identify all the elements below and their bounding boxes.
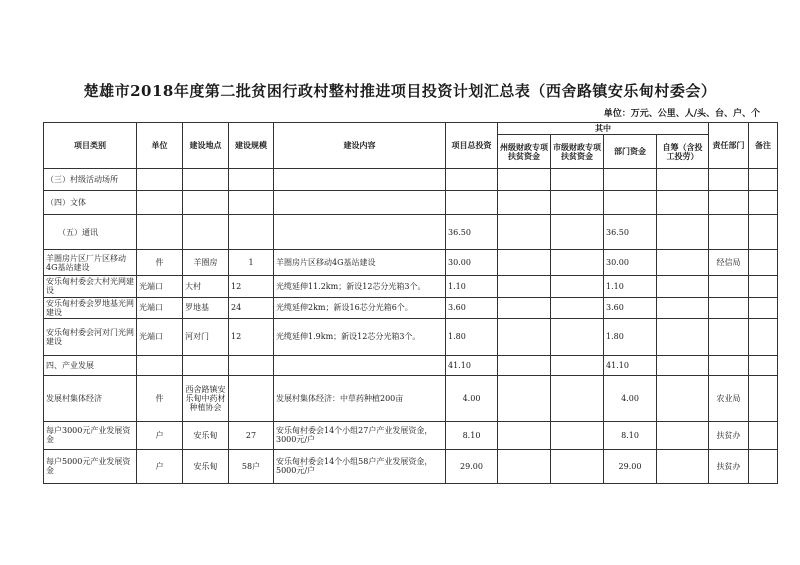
header-content: 建设内容: [274, 123, 446, 169]
cell-note: [749, 318, 778, 355]
cell-city: [551, 191, 604, 215]
cell-state: [498, 375, 551, 421]
cell-unit: 户: [137, 421, 183, 449]
cell-category: 安乐甸村委会罗地基光网建设: [44, 297, 137, 318]
cell-scale: 24: [229, 297, 274, 318]
header-scale: 建设规模: [229, 123, 274, 169]
cell-unit: [137, 215, 183, 250]
cell-location: 大村: [183, 276, 229, 297]
cell-location: [183, 215, 229, 250]
cell-total: 29.00: [446, 449, 498, 483]
cell-location: [183, 169, 229, 191]
table-row: [44, 375, 778, 421]
cell-total: 1.80: [446, 318, 498, 355]
cell-unit: 件: [137, 375, 183, 421]
cell-scale: [229, 169, 274, 191]
cell-dept: [709, 215, 749, 250]
cell-dept: 农业局: [709, 375, 749, 421]
cell-content: [274, 169, 446, 191]
cell-city: [551, 355, 604, 375]
cell-city: [551, 318, 604, 355]
investment-table: [43, 122, 778, 484]
cell-scale: [229, 191, 274, 215]
cell-self: [657, 215, 709, 250]
cell-state: [498, 318, 551, 355]
cell-dept-fund: [604, 169, 657, 191]
cell-dept-fund: 4.00: [604, 375, 657, 421]
cell-content: 安乐甸村委会14个小组27户产业发展资金，3000元/户: [274, 421, 446, 449]
cell-state: [498, 215, 551, 250]
cell-dept: 经信局: [709, 250, 749, 276]
cell-scale: 12: [229, 276, 274, 297]
cell-state: [498, 276, 551, 297]
table-row: [44, 449, 778, 483]
cell-state: [498, 250, 551, 276]
cell-self: [657, 276, 709, 297]
cell-note: [749, 215, 778, 250]
cell-dept: [709, 355, 749, 375]
cell-unit: 光端口: [137, 276, 183, 297]
cell-unit: [137, 355, 183, 375]
cell-self: [657, 191, 709, 215]
cell-dept-fund: 1.80: [604, 318, 657, 355]
cell-unit: 户: [137, 449, 183, 483]
header-dept-fund: 部门资金: [604, 135, 657, 169]
header-note: 备注: [749, 123, 778, 169]
cell-category: （四）文体: [44, 191, 137, 215]
cell-scale: [229, 215, 274, 250]
cell-scale: [229, 375, 274, 421]
cell-content: [274, 355, 446, 375]
cell-category: 安乐甸村委会河对门光网建设: [44, 318, 137, 355]
header-total: 项目总投资: [446, 123, 498, 169]
cell-scale: 1: [229, 250, 274, 276]
cell-dept-fund: 41.10: [604, 355, 657, 375]
cell-note: [749, 355, 778, 375]
cell-state: [498, 191, 551, 215]
cell-self: [657, 421, 709, 449]
cell-note: [749, 421, 778, 449]
cell-category: 每户5000元产业发展资金: [44, 449, 137, 483]
cell-city: [551, 276, 604, 297]
cell-dept: 扶贫办: [709, 449, 749, 483]
cell-unit: 光端口: [137, 297, 183, 318]
cell-total: 3.60: [446, 297, 498, 318]
cell-content: [274, 215, 446, 250]
cell-category: 安乐甸村委会大村光网建设: [44, 276, 137, 297]
cell-category: 每户3000元产业发展资金: [44, 421, 137, 449]
table-row: [44, 355, 778, 375]
cell-self: [657, 169, 709, 191]
cell-location: 河对门: [183, 318, 229, 355]
cell-state: [498, 449, 551, 483]
cell-category: 四、产业发展: [44, 355, 137, 375]
cell-self: [657, 318, 709, 355]
cell-location: [183, 355, 229, 375]
cell-location: 羊圈房: [183, 250, 229, 276]
cell-self: [657, 355, 709, 375]
cell-state: [498, 297, 551, 318]
table-row: [44, 169, 778, 191]
table-row: [44, 297, 778, 318]
cell-city: [551, 449, 604, 483]
cell-total: 30.00: [446, 250, 498, 276]
cell-note: [749, 375, 778, 421]
cell-city: [551, 169, 604, 191]
cell-scale: 27: [229, 421, 274, 449]
cell-unit: 件: [137, 250, 183, 276]
header-category: 项目类别: [44, 123, 137, 169]
cell-note: [749, 297, 778, 318]
cell-location: [183, 191, 229, 215]
cell-location: 西舍路镇安乐甸中药材种植协会: [183, 375, 229, 421]
cell-total: 4.00: [446, 375, 498, 421]
cell-dept: [709, 297, 749, 318]
table-row: [44, 250, 778, 276]
cell-dept: [709, 276, 749, 297]
cell-content: [274, 191, 446, 215]
cell-scale: 58户: [229, 449, 274, 483]
cell-dept: 扶贫办: [709, 421, 749, 449]
cell-dept-fund: 3.60: [604, 297, 657, 318]
header-dept: 责任部门: [709, 123, 749, 169]
header-unit: 单位: [137, 123, 183, 169]
cell-total: 41.10: [446, 355, 498, 375]
header-location: 建设地点: [183, 123, 229, 169]
cell-unit: [137, 169, 183, 191]
cell-category: 羊圈房片区厂片区移动4G基站建设: [44, 250, 137, 276]
cell-self: [657, 375, 709, 421]
cell-city: [551, 297, 604, 318]
cell-content: 光缆延伸2km；新设16芯分光箱6个。: [274, 297, 446, 318]
cell-category: 发展村集体经济: [44, 375, 137, 421]
cell-city: [551, 421, 604, 449]
cell-self: [657, 449, 709, 483]
cell-city: [551, 250, 604, 276]
cell-dept-fund: 30.00: [604, 250, 657, 276]
cell-dept: [709, 318, 749, 355]
cell-note: [749, 191, 778, 215]
cell-dept-fund: 8.10: [604, 421, 657, 449]
cell-dept-fund: 1.10: [604, 276, 657, 297]
cell-content: 光缆延伸11.2km；新设12芯分光箱3个。: [274, 276, 446, 297]
cell-location: 安乐甸: [183, 449, 229, 483]
cell-total: 8.10: [446, 421, 498, 449]
header-city-fund: 市级财政专项扶贫资金: [551, 135, 604, 169]
cell-content: 安乐甸村委会14个小组58户产业发展资金，5000元/户: [274, 449, 446, 483]
cell-note: [749, 250, 778, 276]
page-title: 楚雄市2018年度第二批贫困行政村整村推进项目投资计划汇总表（西舍路镇安乐甸村委会）: [83, 82, 717, 100]
cell-content: 羊圈房片区移动4G基站建设: [274, 250, 446, 276]
cell-total: 1.10: [446, 276, 498, 297]
cell-state: [498, 421, 551, 449]
cell-state: [498, 355, 551, 375]
cell-dept-fund: 36.50: [604, 215, 657, 250]
cell-total: 36.50: [446, 215, 498, 250]
table-row: [44, 421, 778, 449]
header-state-fund: 州级财政专项扶贫资金: [498, 135, 551, 169]
cell-total: [446, 191, 498, 215]
table-row: [44, 276, 778, 297]
cell-city: [551, 215, 604, 250]
cell-scale: 12: [229, 318, 274, 355]
cell-category: （五）通讯: [44, 215, 137, 250]
cell-note: [749, 276, 778, 297]
cell-dept-fund: [604, 191, 657, 215]
header-self-fund: 自筹（含投工投劳）: [657, 135, 709, 169]
cell-unit: [137, 191, 183, 215]
cell-unit: 光端口: [137, 318, 183, 355]
cell-note: [749, 449, 778, 483]
cell-location: 安乐甸: [183, 421, 229, 449]
cell-city: [551, 375, 604, 421]
cell-total: [446, 169, 498, 191]
cell-category: （三）村级活动场所: [44, 169, 137, 191]
cell-dept: [709, 191, 749, 215]
cell-content: 光缆延伸1.9km；新设12芯分光箱3个。: [274, 318, 446, 355]
cell-note: [749, 169, 778, 191]
cell-dept-fund: 29.00: [604, 449, 657, 483]
header-of-which: 其中: [498, 123, 709, 135]
table-row: [44, 215, 778, 250]
cell-location: 罗地基: [183, 297, 229, 318]
cell-dept: [709, 169, 749, 191]
cell-self: [657, 250, 709, 276]
cell-state: [498, 169, 551, 191]
table-row: [44, 191, 778, 215]
cell-self: [657, 297, 709, 318]
cell-scale: [229, 355, 274, 375]
table-row: [44, 318, 778, 355]
unit-note: 单位：万元、公里、人/头、台、户、个: [603, 109, 760, 119]
cell-content: 发展村集体经济：中草药种植200亩: [274, 375, 446, 421]
